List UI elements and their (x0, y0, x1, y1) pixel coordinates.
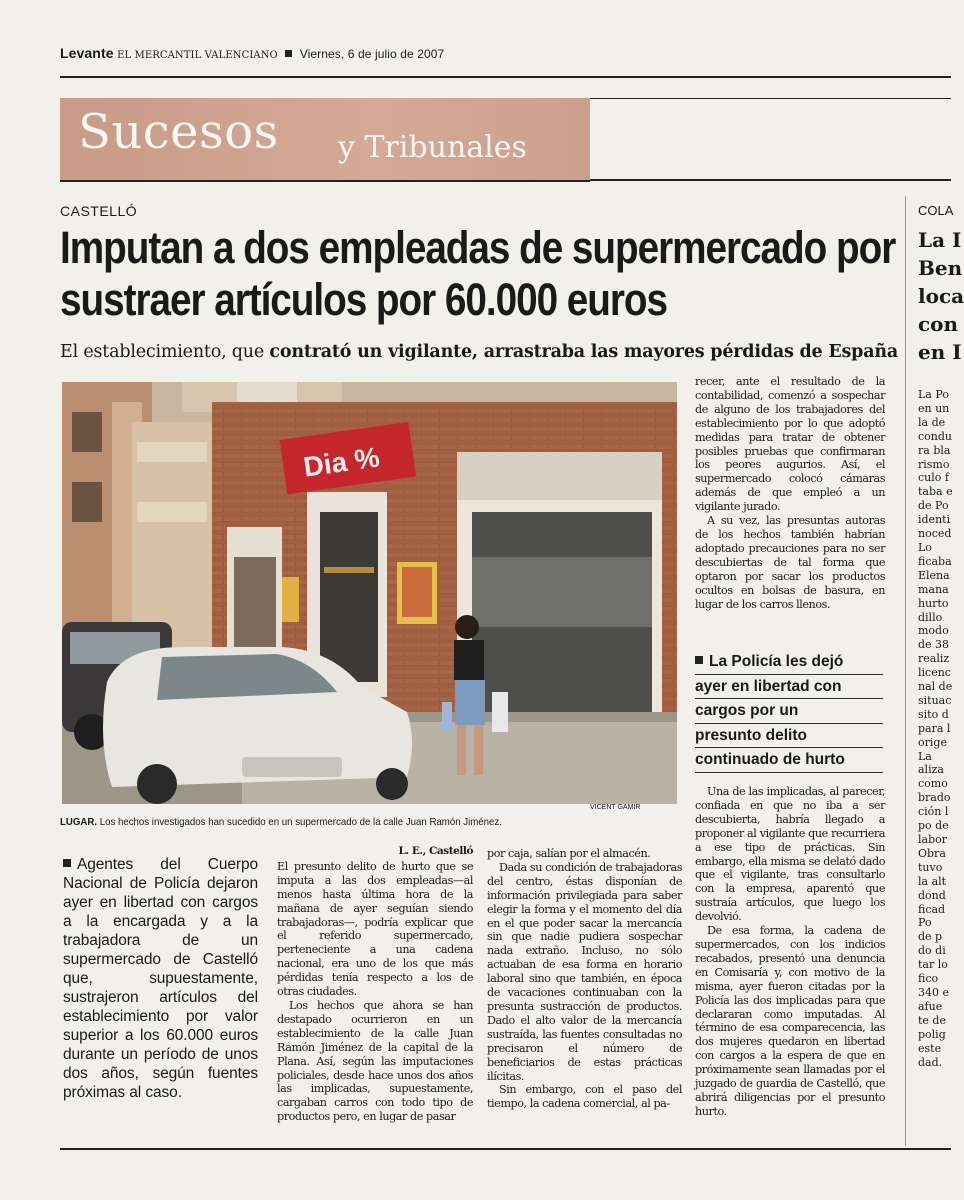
side-article-line: hurto (918, 596, 949, 610)
side-article-line: po de (918, 819, 949, 833)
paragraph: Una de las implicadas, al parecer, confiada en que no iba a ser descubierta, habría llegado a proponer al vigilante que recurriera a ese tipo de prácticas. Sin embargo, ella misma se delató dado que el vigilante, tras consultarlo con la empresa, aparentó que sustraía artículos, que luego los devolvió. (695, 785, 885, 924)
body-column-2 (277, 845, 473, 1124)
article-lede (63, 855, 258, 1102)
side-article-kicker: COLA (918, 203, 954, 218)
newspaper-subtitle: EL MERCANTIL VALENCIANO (117, 50, 278, 61)
section-title: Sucesos (78, 104, 279, 160)
section-banner (60, 98, 590, 182)
byline: L. E., Castelló (398, 845, 473, 857)
lede-text: Agentes del Cuerpo Nacional de Policía dejaron ayer en libertad con cargos a la encargada y a la trabajadora de un supermercado de Castelló que, supuestamente, sustrajeron artículos del establecimiento por valor superior a los 60.000 euros durante un período de unos dos años, según fuentes próximas al caso. (63, 856, 258, 1101)
side-article-line: polig (918, 1027, 946, 1041)
side-article-line: este (918, 1041, 942, 1055)
body-column-4-top (695, 375, 885, 611)
side-article-line: labor (918, 833, 947, 846)
side-article-line: 340 e (918, 985, 950, 999)
section-subtitle: y Tribunales (338, 130, 527, 165)
photo-caption (60, 816, 502, 828)
side-article-line: Elena (918, 568, 950, 582)
side-article-line: fico (918, 972, 939, 986)
body-column-4-bottom (695, 785, 885, 1119)
side-article-line: modo (918, 624, 949, 638)
side-article-line: licenc (918, 666, 951, 680)
article-subhead (60, 342, 898, 362)
side-article-line: te de (918, 1013, 946, 1027)
side-article-line: brado (918, 791, 951, 805)
square-bullet-icon (695, 656, 703, 664)
side-article-line: la alt (918, 874, 947, 888)
supermarket-photo-illustration (62, 382, 677, 804)
pull-quote-line: presunto delito (695, 724, 883, 749)
side-article-body (918, 388, 958, 1069)
section-rule (590, 98, 951, 99)
side-article-line: la de (918, 415, 946, 429)
side-article-line: afue (918, 999, 943, 1013)
pull-quote-line: cargos por un (695, 699, 883, 724)
side-article-line: situac (918, 693, 952, 707)
side-article-line: Obra (918, 846, 946, 860)
side-article-line: orige (918, 735, 947, 749)
photo-credit: VICENT GAMIR (590, 804, 641, 811)
side-article-line: dillo (918, 610, 943, 624)
side-article-line: ra bla (918, 443, 951, 457)
side-article-line: rismo (918, 457, 950, 471)
caption-label: LUGAR. (60, 816, 98, 828)
side-article-line: taba e (918, 485, 953, 499)
masthead-line (60, 45, 444, 61)
paragraph: El presunto delito de hurto que se imputa a las dos empleadas—al menos hasta última hora de la mañana de ayer seguían siendo trabajadoras—, podría explicar que el referido supermercado, perteneciente a una cadena nacional, era uno de los que más pérdidas tenía respecto a los de otras ciudades. (277, 859, 473, 999)
article-photo (62, 382, 677, 804)
side-article-line: ción l (918, 805, 949, 819)
side-article-line: condu (918, 429, 952, 443)
subhead-bold: contrató un vigilante, arrastraba las mayores pérdidas de España (269, 342, 898, 362)
side-article-line: do di (918, 944, 946, 958)
caption-text: Los hechos investigados han sucedido en un supermercado de la calle Juan Ramón Jiménez. (97, 816, 502, 828)
side-article-line: Lo (918, 540, 932, 554)
banner-bottom-rule (590, 179, 951, 181)
side-article-line: de p (918, 930, 943, 944)
pull-quote (695, 650, 883, 773)
side-article-line: La (918, 749, 932, 763)
side-article-line: noced (918, 527, 952, 541)
header-rule (60, 76, 951, 78)
side-article-line: ficaba (918, 554, 952, 568)
square-bullet-icon (63, 859, 71, 867)
side-article-line: Po (918, 916, 932, 930)
footer-rule (60, 1148, 951, 1150)
side-article-line: La Po (918, 388, 949, 401)
paragraph: Dada su condición de trabajadoras del centro, éstas disponían de información privilegiada para saber elegir la forma y el momento del día en el que poder sacar la mercancía sin que nadie pudiera sospechar nada extraño. Incluso, no sólo actuaban de esa forma en horario laboral sino que también, en época de vacaciones continuaban con la presunta sustracción de productos. Dado el alto valor de la mercancía sustraída, las fuentes consultadas no precisaron el número de beneficiarios de estas prácticas ilícitas. (487, 860, 682, 1083)
side-article-line: de Po (918, 499, 949, 513)
newspaper-brand: Levante (60, 45, 114, 61)
side-article-line: para l (918, 721, 951, 735)
issue-date: Viernes, 6 de julio de 2007 (299, 47, 445, 61)
paragraph: Sin embargo, con el paso del tiempo, la cadena comercial, al pa- (487, 1083, 682, 1111)
pull-quote-line: continuado de hurto (695, 748, 883, 773)
side-article-line: tuvo (918, 860, 943, 874)
side-article-line: mana (918, 582, 949, 596)
side-article-line: ficad (918, 902, 946, 916)
side-article-line: sito d (918, 707, 949, 721)
column-divider (905, 196, 906, 1146)
side-article-line: tar lo (918, 958, 948, 972)
side-article-line: dond (918, 888, 946, 902)
paragraph: Los hechos que ahora se han destapado ocurrieron en un establecimiento de la calle Juan Ramón Jiménez de la capital de la Plana. Así, según las imputaciones policiales, desde hace unos dos años las implicadas, supuestamente, cargaban carros con todo tipo de productos pero, en lugar de pasar (277, 998, 473, 1124)
side-article-line: nal de (918, 680, 953, 694)
body-column-3 (487, 847, 682, 1111)
store-sign-text: Dia % (301, 441, 382, 483)
side-article-line: realiz (918, 652, 950, 666)
side-article-line: aliza (918, 763, 944, 777)
paragraph: A su vez, las presuntas autoras de los hechos también habrían adoptado precauciones para no ser descubiertas de tal forma que optaron por sacar los productos ocultos en bolsas de basura, en lugar de los carros llenos. (695, 514, 885, 611)
article-headline: Imputan a dos empleadas de supermercado por sustraer artículos por 60.000 euros (60, 222, 896, 325)
paragraph: De esa forma, la cadena de supermercados, con los indicios recabados, presentó una denuncia en Comisaría y, con motivo de la misma, ayer fueron citadas por la Policía las dos implicadas para que declararan como imputadas. Al término de esa comparecencia, las dos mujeres quedaron en libertad con cargos a la espera de que en próximamente sean llamadas por el juzgado de guardia de Castelló, que abrirá diligencias por el presunto hurto. (695, 924, 885, 1118)
paragraph: por caja, salían por el almacén. (487, 847, 651, 860)
side-article-line: en un (918, 401, 950, 415)
pull-quote-line: La Policía les dejó (695, 650, 883, 675)
subhead-text: El establecimiento, que (60, 342, 270, 362)
side-article-line: identi (918, 513, 951, 527)
side-article-headline: La I Ben loca con en I (918, 228, 964, 364)
square-bullet-icon (285, 50, 292, 57)
article-kicker: CASTELLÓ (60, 203, 138, 219)
side-article-line: de 38 (918, 638, 950, 652)
side-article-line: como (918, 777, 948, 791)
pull-quote-line: ayer en libertad con (695, 675, 883, 700)
side-article-line: culo f (918, 471, 949, 485)
side-article-line: dad. (918, 1055, 943, 1069)
paragraph: recer, ante el resultado de la contabilidad, comenzó a sospechar de alguno de los trabajadores del establecimiento por lo que adoptó medidas para tratar de obtener posibles pruebas que confirmaran los peores augurios. Así, el supermercado colocó cámaras además de que empleó a un vigilante jurado. (695, 375, 885, 514)
